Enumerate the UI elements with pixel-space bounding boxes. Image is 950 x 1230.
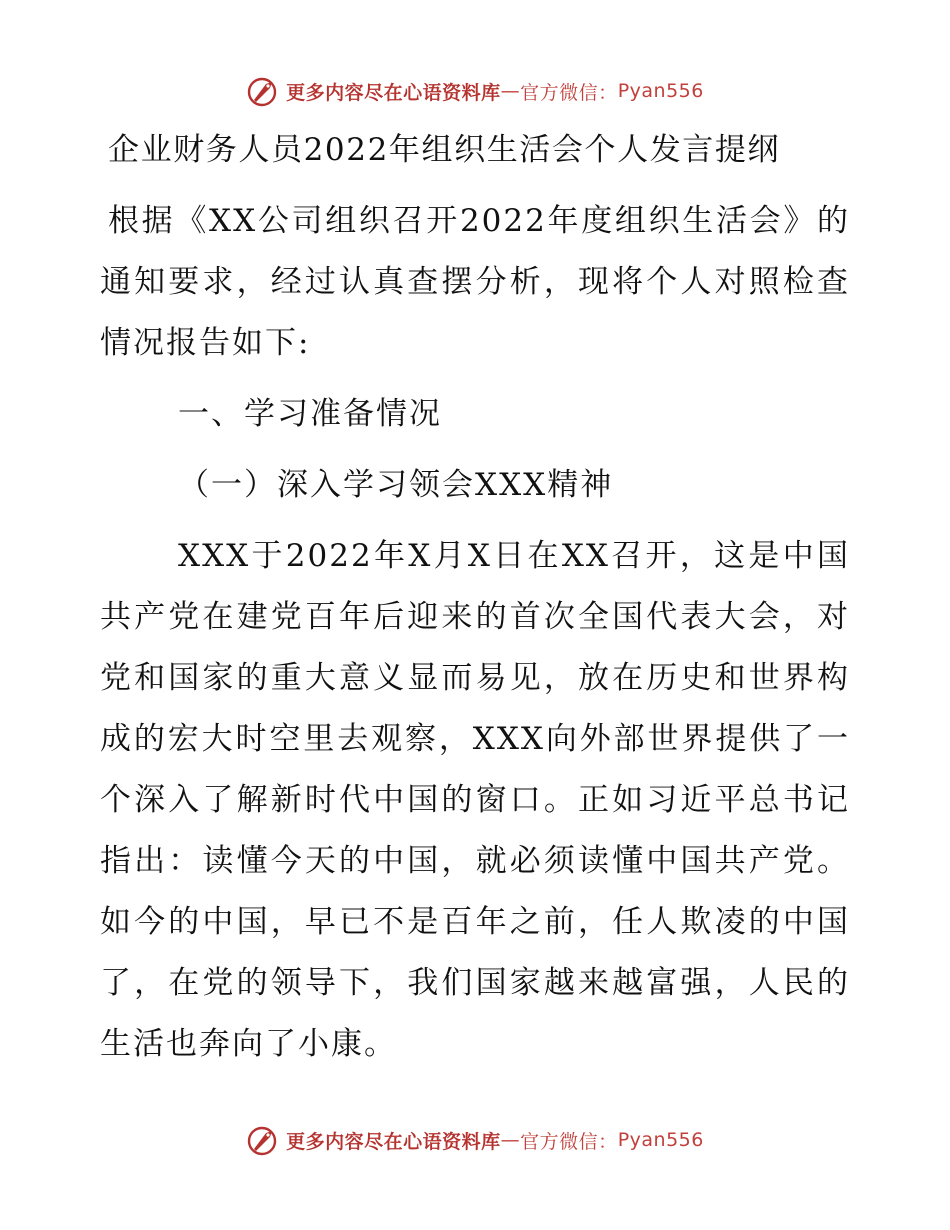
watermark-text: 更多内容尽在心语资料库 <box>286 81 501 104</box>
document-body <box>100 120 850 1075</box>
watermark-wechat-label: 官方微信： <box>520 81 618 104</box>
intro-paragraph: 根据《XX公司组织召开2022年度组织生活会》的通知要求，经过认真查摆分析，现将个人对照检查情况报告如下: <box>100 203 850 361</box>
pen-nib-logo-icon <box>246 74 280 108</box>
watermark-wechat-label: 官方微信： <box>520 1130 618 1153</box>
watermark-wechat-id: Pyan556 <box>617 1129 704 1151</box>
document-title: 企业财务人员2022年组织生活会个人发言提纲 <box>108 132 781 168</box>
watermark-wechat-id: Pyan556 <box>617 80 704 102</box>
section-heading: 一、学习准备情况 <box>178 396 442 432</box>
watermark-separator: — <box>500 80 521 102</box>
watermark-banner-bottom <box>0 1120 950 1160</box>
watermark-banner-top <box>0 71 950 111</box>
body-paragraph: XXX于2022年X月X日在XX召开，这是中国共产党在建党百年后迎来的首次全国代表大会，对党和国家的重大意义显而易见，放在历史和世界构成的宏大时空里去观察，XXX向外部世界提供了一个深入了解新时代中国的窗口。正如习近平总书记指出：读懂今天的中国，就必须读懂中国共产党。如今的中国，早已不是百年之前，任人欺凌的中国了，在党的领导下，我们国家越来越富强，人民的生活也奔向了小康。 <box>100 538 850 1062</box>
subsection-heading: （一）深入学习领会XXX精神 <box>178 467 614 503</box>
watermark-separator: — <box>500 1129 521 1151</box>
pen-nib-logo-icon <box>246 1123 280 1157</box>
watermark-text: 更多内容尽在心语资料库 <box>286 1130 501 1153</box>
